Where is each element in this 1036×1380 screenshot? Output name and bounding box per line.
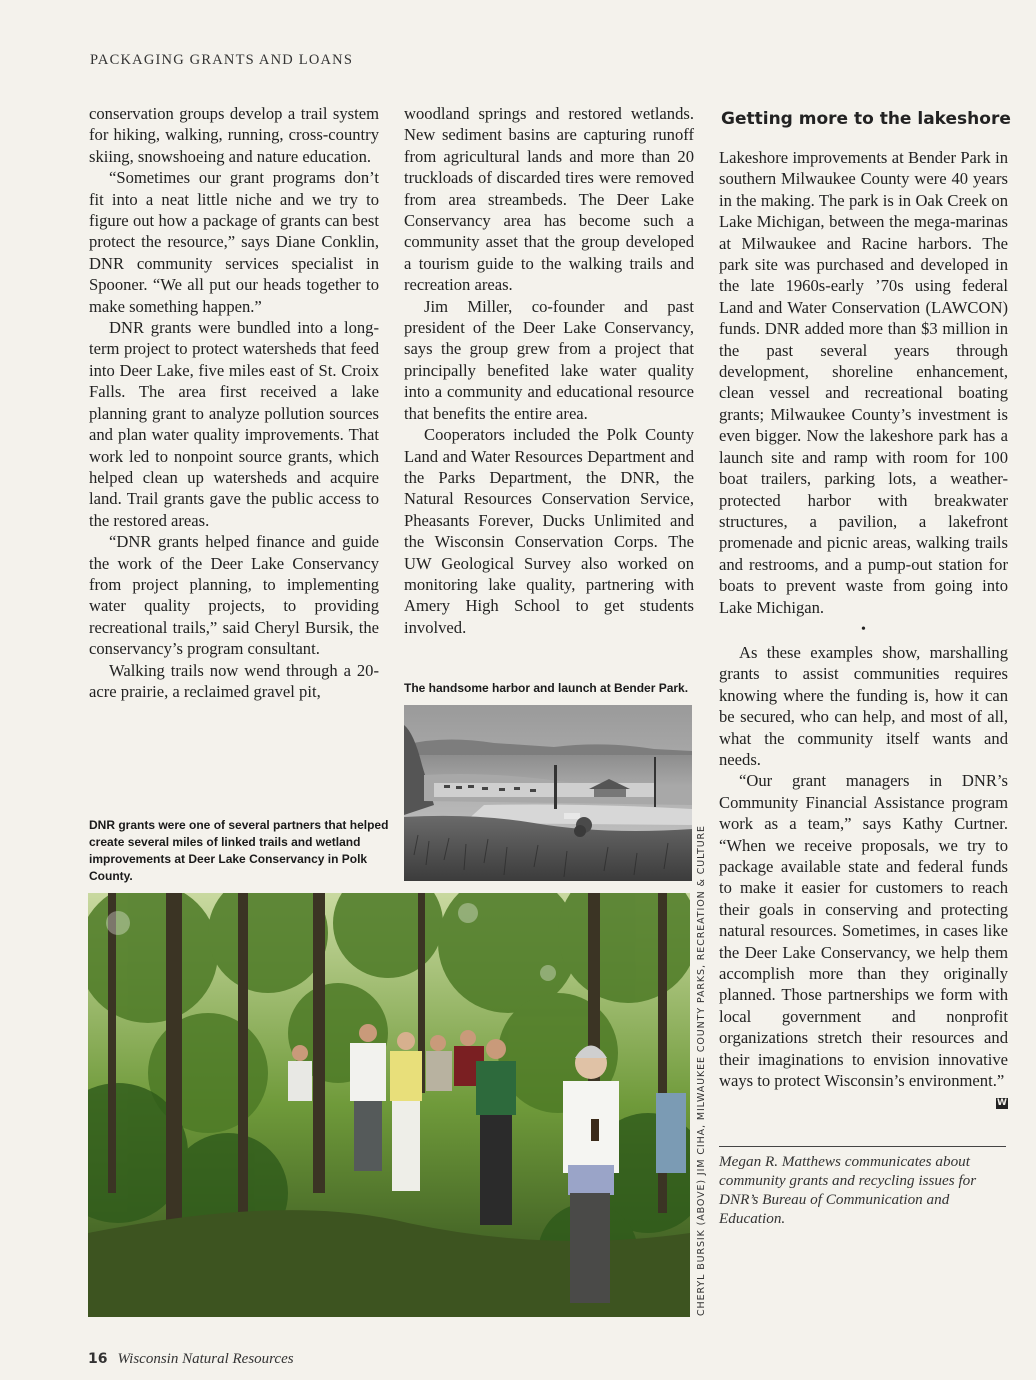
- bio-divider: [719, 1146, 1006, 1147]
- paragraph: conservation groups develop a trail system for hiking, walking, running, cross-country skiing, snowshoeing and nature education.: [89, 104, 379, 166]
- end-mark-icon: W: [997, 1098, 1007, 1109]
- harbor-photo-illustration: [404, 705, 692, 881]
- end-mark-line: [719, 1091, 1008, 1112]
- paragraph: “DNR grants helped finance and guide the work of the Deer Lake Conservancy from project planning, to implementing water quality projects, to providing recreational trails,” said Cheryl Bursik, the conservancy’s program consultant.: [89, 532, 379, 659]
- article-column-1: [89, 103, 379, 702]
- paragraph: woodland springs and restored wetlands. New sediment basins are capturing runoff from agricultural lands and more than 20 truckloads of discarded tires were removed from area streambeds. The Deer Lake Conservancy area has become such a community asset that the group developed a tourism guide to the walking trails and recreation areas.: [404, 104, 694, 295]
- paragraph: As these examples show, marshalling grants to assist communities requires knowing where the funding is, how it can be secured, who can help, and most of all, what the community itself wants and needs.: [719, 642, 1008, 769]
- paragraph: DNR grants were bundled into a long-term project to protect watersheds that feed into Deer Lake, five miles east of St. Croix Falls. The area first received a lake planning grant to analyze pollution sources and plan water quality improvements. That work led to nonpoint source grants, which helped clean up watersheds and acquire land. Trail grants gave the public access to the restored areas.: [89, 318, 379, 530]
- sidebar-paragraph: Lakeshore improvements at Bender Park in southern Milwaukee County were 40 years in the making. The park is in Oak Creek on Lake Michigan, between the mega-marinas at Milwaukee and Racine harbors. The park site was purchased and developed in the late 1960s-early ’70s using federal Land and Water Conservation (LAWCON) funds. DNR added more than $3 million in the past several years through development, shoreline enhancement, clean vessel and recreational boating grants; Milwaukee County’s investment is even bigger. Now the lakeshore park has a launch site and ramp with room for 100 boat trailers, parking lots, a weather-protected harbor with breakwater structures, a pavilion, a lakefront promenade and picnic areas, walking trails and restrooms, and a pump-out station for boats to prevent waste from going into Lake Michigan.: [719, 148, 1008, 617]
- publication-name: Wisconsin Natural Resources: [117, 1351, 294, 1367]
- paragraph: “Sometimes our grant programs don’t fit into a neat little niche and we try to figure out how a package of grants can best protect the resource,” says Diane Conklin, DNR community services specialist in Spooner. “We all put our heads together to make something happen.”: [89, 168, 379, 316]
- author-bio: Megan R. Matthews communicates about community grants and recycling issues for DNR’s Bureau of Communication and Education.: [719, 1153, 977, 1227]
- article-column-2: [404, 103, 694, 638]
- paragraph: Jim Miller, co-founder and past president of the Deer Lake Conservancy, says the group grew from a project that principally benefited lake water quality into a community and educational resource that benefits the entire area.: [404, 296, 694, 423]
- paragraph: Walking trails now wend through a 20-acre prairie, a reclaimed gravel pit,: [89, 660, 379, 701]
- photo-credit: CHERYL BURSIK (ABOVE) JIM CIHA, MILWAUKEE COUNTY PARKS, RECREATION & CULTURE: [696, 825, 707, 1316]
- harbor-photo: [404, 705, 692, 881]
- trail-photo-illustration: [88, 893, 690, 1317]
- sidebar-heading: Getting more to the lakeshore: [721, 109, 1011, 129]
- running-header: PACKAGING GRANTS AND LOANS: [90, 52, 354, 68]
- page-number: 16: [88, 1351, 108, 1367]
- trail-photo: [88, 893, 690, 1317]
- section-bullet: •: [861, 621, 866, 637]
- article-column-3: [719, 147, 1008, 1113]
- paragraph: “Our grant managers in DNR’s Community Financial Assistance program work as a team,” says Kathy Curtner. “When we receive proposals, we try to package available state and federal funds to make it easier for customers to reach their goals in conserving and protecting natural resources. Sometimes, in cases like the Deer Lake Conservancy, we help them accomplish more than they originally planned. Those partnerships we form with local government and nonprofit organizations stretch their resources and their imaginations to envision innovative ways to protect Wisconsin’s environment.”: [719, 771, 1008, 1091]
- page-footer: [88, 1351, 294, 1368]
- paragraph: Cooperators included the Polk County Land and Water Resources Department and the Parks Department, the DNR, the Natural Resources Conservation Service, Pheasants Forever, Ducks Unlimited and the Wisconsin Conservation Corps. The UW Geological Survey also worked on monitoring lake quality, partnering with Amery High School to get students involved.: [404, 425, 694, 637]
- trail-photo-caption: DNR grants were one of several partners that helped create several miles of linked trails and wetland improvements at Deer Lake Conservancy in Polk County.: [89, 818, 389, 883]
- harbor-photo-caption: The handsome harbor and launch at Bender Park.: [404, 681, 689, 695]
